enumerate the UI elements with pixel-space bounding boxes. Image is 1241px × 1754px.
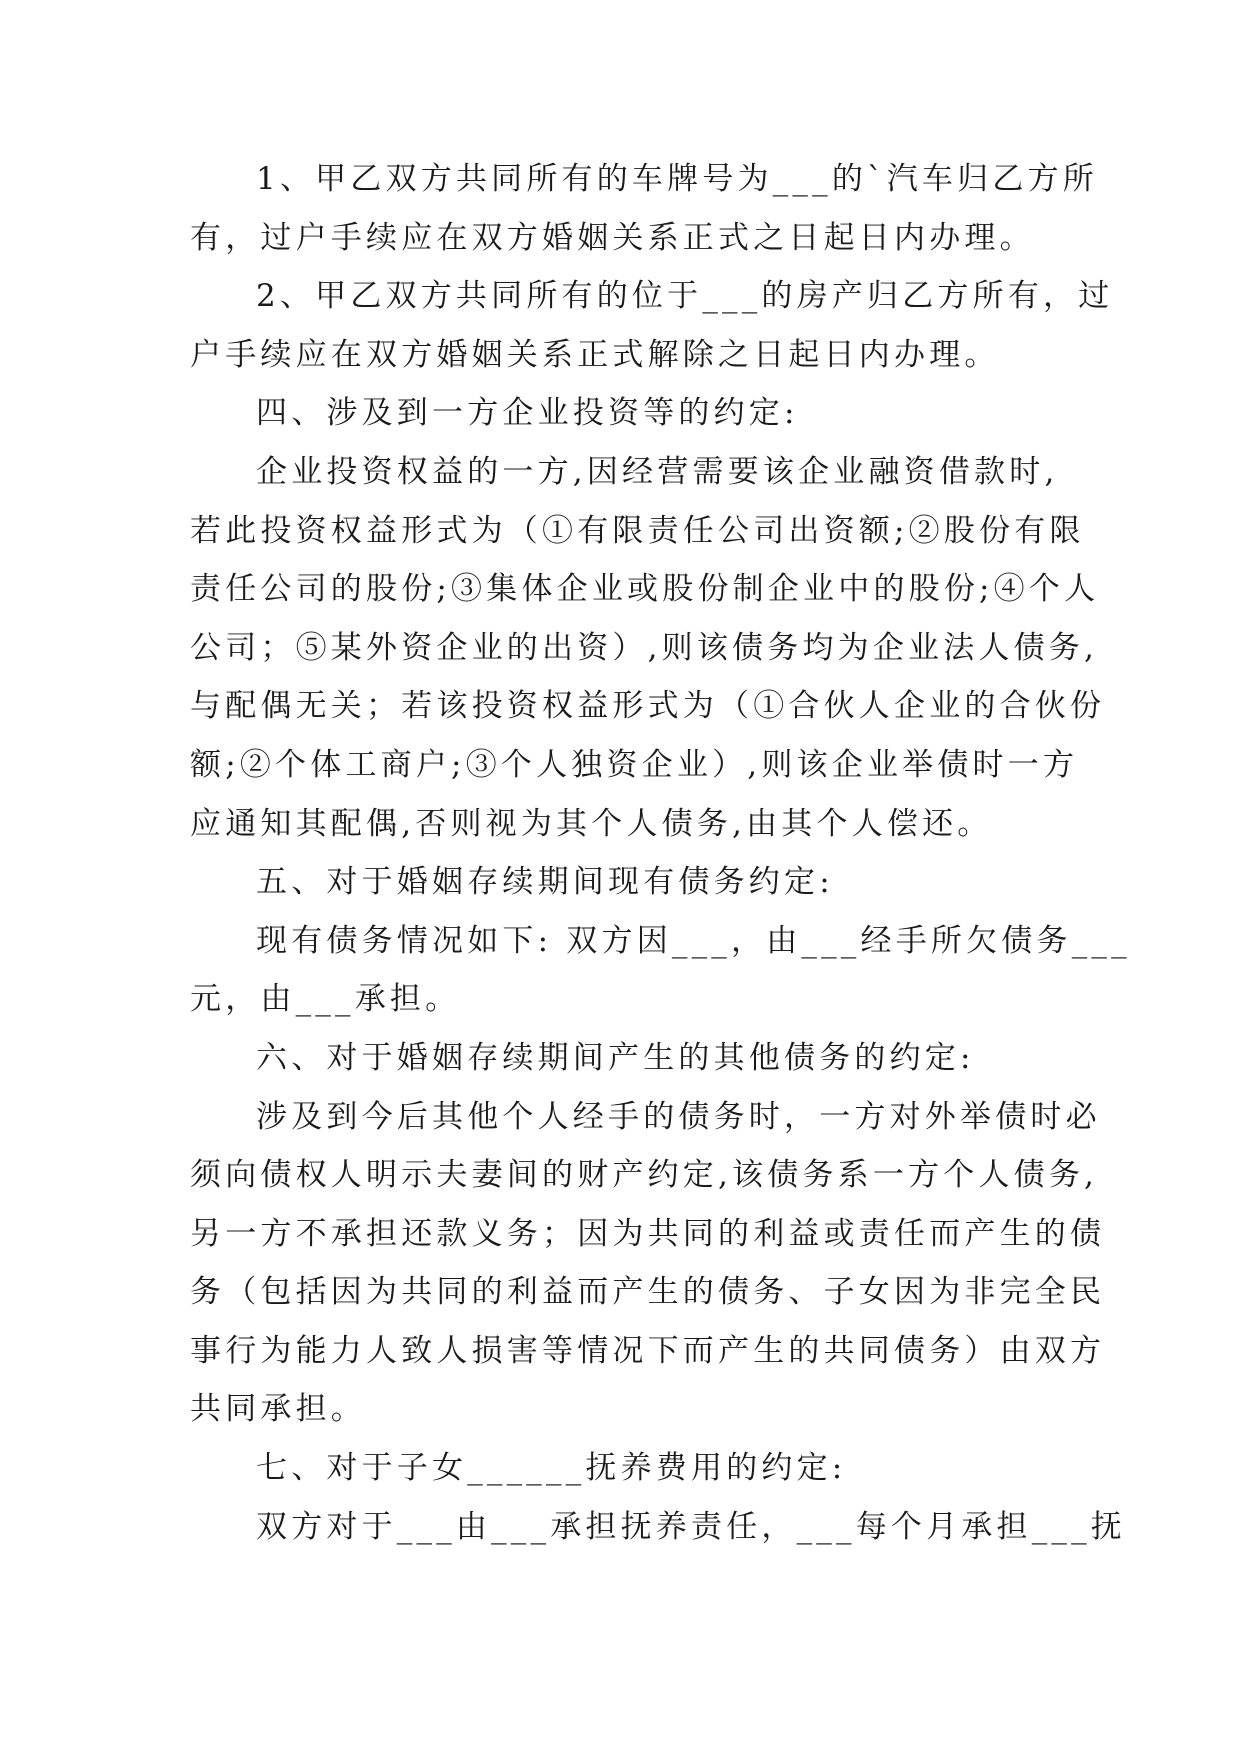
text-line: 企业投资权益的一方,因经营需要该企业融资借款时,	[256, 453, 1059, 490]
text-line: 须向债权人明示夫妻间的财产约定,该债务系一方个人债务,	[190, 1157, 1099, 1194]
text-line: 与配偶无关；若该投资权益形式为（①合伙人企业的合伙份	[190, 688, 1106, 725]
section-heading: 七、对于子女______抚养费用的约定:	[256, 1450, 847, 1487]
text-line: 1、甲乙双方共同所有的车牌号为___的`汽车归乙方所	[256, 161, 1098, 197]
text-line: 涉及到今后其他个人经手的债务时，一方对外举债时必	[256, 1098, 1101, 1135]
text-line: 额;②个体工商户;③个人独资企业）,则该企业举债时一方	[190, 746, 1079, 783]
text-line: 现有债务情况如下: 双方因___，由___经手所欠债务___	[256, 922, 1131, 959]
section-heading: 四、涉及到一方企业投资等的约定:	[256, 395, 799, 432]
text-line: 务（包括因为共同的利益而产生的债务、子女因为非完全民	[190, 1274, 1106, 1311]
text-line: 双方对于___由___承担抚养责任，___每个月承担___抚	[256, 1508, 1126, 1545]
section-heading: 六、对于婚姻存续期间产生的其他债务的约定:	[256, 1039, 975, 1076]
text-line: 元，由___承担。	[190, 981, 461, 1018]
text-line: 若此投资权益形式为（①有限责任公司出资额;②股份有限	[190, 512, 1085, 549]
text-line: 另一方不承担还款义务；因为共同的利益或责任而产生的债	[190, 1215, 1106, 1252]
text-line: 责任公司的股份;③集体企业或股份制企业中的股份;④个人	[190, 571, 1100, 608]
text-line: 户手续应在双方婚姻关系正式解除之日起日内办理。	[190, 336, 1000, 373]
text-line: 2、甲乙双方共同所有的位于___的房产归乙方所有，过	[256, 278, 1114, 315]
text-line: 共同承担。	[190, 1391, 366, 1428]
text-line: 公司；⑤某外资企业的出资）,则该债务均为企业法人债务,	[190, 629, 1099, 666]
document-body	[190, 160, 1131, 1566]
section-heading: 五、对于婚姻存续期间现有债务约定:	[256, 864, 834, 901]
text-line: 应通知其配偶,否则视为其个人债务,由其个人偿还。	[190, 805, 993, 842]
text-line: 事行为能力人致人损害等情况下而产生的共同债务）由双方	[190, 1332, 1106, 1369]
text-line: 有，过户手续应在双方婚姻关系正式之日起日内办理。	[190, 219, 1035, 256]
